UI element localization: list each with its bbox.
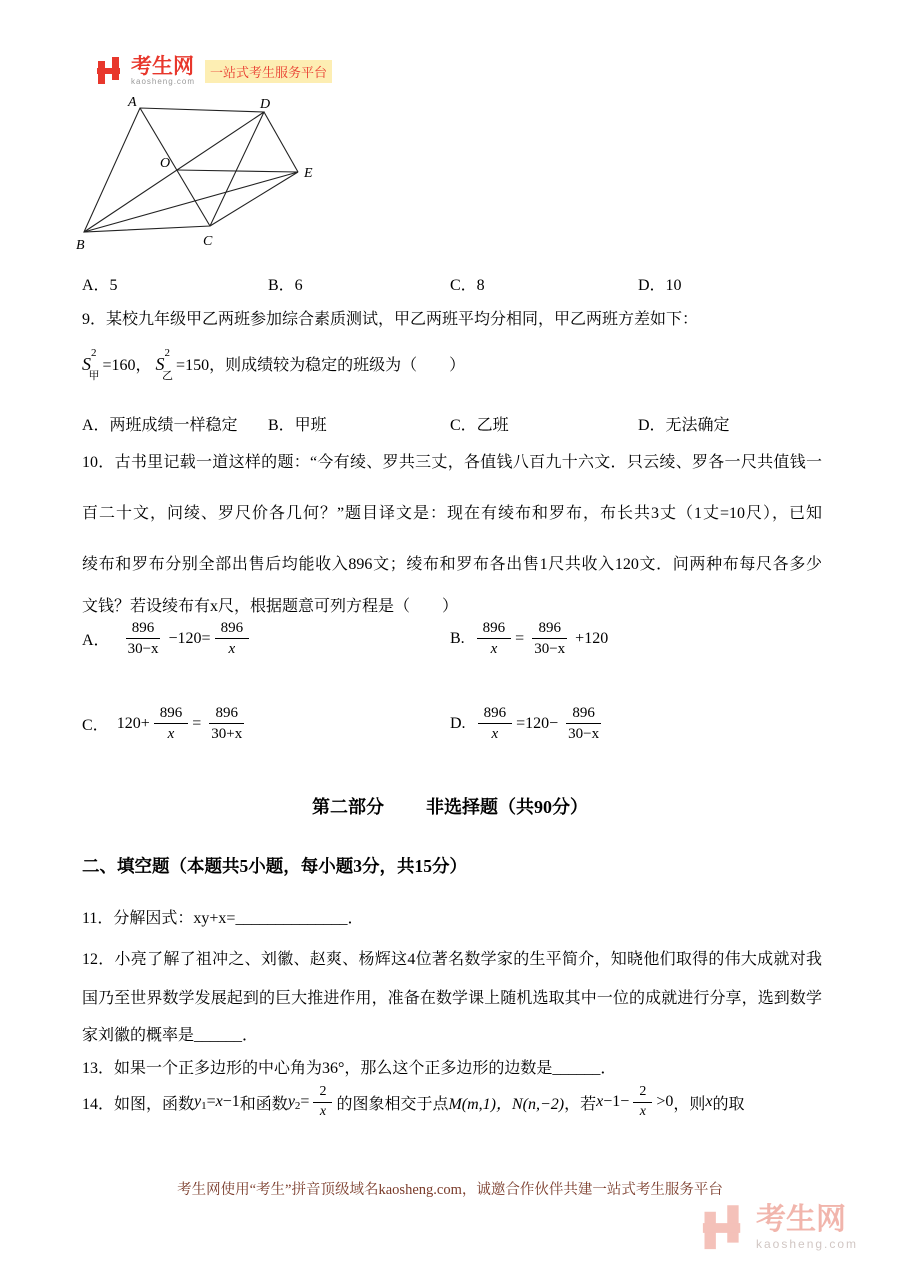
q10-option-d <box>450 703 609 745</box>
q14-part6: 的取 <box>712 1095 745 1113</box>
q14-x-var: x <box>705 1093 713 1111</box>
variance1-symbol: S <box>82 354 91 374</box>
fraction-denominator: x <box>490 641 498 658</box>
fraction <box>478 703 513 745</box>
fraction-denominator: 30−x <box>568 726 600 743</box>
q11-text: 11．分解因式：xy+x= <box>82 910 236 927</box>
segment-OE <box>177 170 298 172</box>
watermark-brand: 考生网 <box>756 1203 846 1236</box>
fraction <box>477 618 512 660</box>
equation-middle: = <box>515 629 525 647</box>
fraction <box>122 618 165 660</box>
q14-stem <box>82 1083 744 1122</box>
variance2-symbol: S <box>155 354 165 374</box>
q9-stem: 9．某校九年级甲乙两班参加综合素质测试，甲乙两班平均分相同，甲乙两班方差如下： <box>82 311 699 328</box>
q9-option-b: B．甲班 <box>268 417 327 434</box>
q9-option-c: C．乙班 <box>450 417 509 434</box>
q14-y1-equals: = <box>206 1093 216 1111</box>
watermark-logo-icon <box>700 1202 748 1254</box>
figure-label-O: O <box>160 156 171 171</box>
fraction-denominator: x <box>491 726 499 743</box>
q11-stem <box>82 905 363 928</box>
kaosheng-logo <box>95 55 332 87</box>
equation-pre: 120+ <box>116 714 150 732</box>
q14-points: M(m,1)，N(n,−2) <box>448 1095 565 1113</box>
fraction-numerator: 896 <box>566 703 601 724</box>
q14-expr-rest: −1− <box>603 1093 630 1111</box>
fraction <box>215 618 250 660</box>
q14-y2-subscript: 2 <box>294 1100 301 1113</box>
option-d-label: D. <box>450 714 466 732</box>
watermark-domain: kaosheng.com <box>756 1237 859 1251</box>
q10-option-b <box>450 618 608 660</box>
fraction <box>313 1083 332 1122</box>
figure-label-C: C <box>203 234 213 249</box>
q11-period: ． <box>347 910 364 927</box>
section2-name: 非选择题（共90分） <box>426 797 588 817</box>
diagonal-AC <box>140 108 210 226</box>
equation-middle: = <box>192 714 202 732</box>
q10-line2: 百二十文，问绫、罗尺价各几何？”题目译文是：现在有绫布和罗布，布长共3丈（1丈=10尺），已知 <box>82 505 822 522</box>
kaosheng-watermark <box>700 1202 858 1254</box>
figure-label-D: D <box>260 97 271 112</box>
q14-y2-equals: = <box>300 1093 310 1111</box>
q14-expr-x: x <box>596 1093 604 1111</box>
variance1-value: =160 <box>102 357 136 374</box>
option-a-label: A． <box>82 632 110 650</box>
segment-BE <box>84 172 298 232</box>
watermark-text <box>756 1205 858 1251</box>
q9-option-d: D．无法确定 <box>638 417 730 434</box>
q13-stem: 13．如果一个正多边形的中心角为36°，那么这个正多边形的边数是______． <box>82 1060 617 1077</box>
q10-line1: 10．古书里记载一道这样的题：“今有绫、罗共三丈，各值钱八百九十六文．只云绫、罗各一尺共值钱一 <box>82 454 822 471</box>
segment-DE <box>264 112 298 172</box>
q14-y1-subscript: 1 <box>201 1100 207 1113</box>
option-c-label: C． <box>82 717 109 735</box>
q14-part2: 和函数 <box>239 1095 288 1113</box>
logo-brand: 考生网 <box>131 54 194 78</box>
fraction-numerator: 2 <box>313 1083 332 1103</box>
q12-line2: 国乃至世界数学发展起到的巨大推进作用，准备在数学课上随机选取其中一位的成就进行分享，选到数学 <box>82 990 822 1007</box>
fraction-denominator: x <box>228 641 236 658</box>
q10-line3: 绫布和罗布分别全部出售后均能收入896文；绫布和罗布各出售1尺共收入120文．问两种布每尺各多少 <box>82 556 822 573</box>
fraction-denominator: 30−x <box>127 641 159 658</box>
q9-variance-formula <box>82 346 466 383</box>
logo-domain-text: kaosheng.com <box>131 76 196 86</box>
q14-part5: ，则 <box>673 1095 706 1113</box>
q8-option-d: D．10 <box>638 277 682 294</box>
q10-line4: 文钱？若设绫布有x尺，根据题意可列方程是（ ） <box>82 598 459 615</box>
fraction-numerator: 896 <box>126 618 161 639</box>
fraction <box>528 618 571 660</box>
geometry-figure <box>76 96 326 261</box>
equation-tail: +120 <box>575 629 609 647</box>
figure-label-A: A <box>128 96 137 110</box>
q8-option-a: A．5 <box>82 277 118 294</box>
q8-option-b: B．6 <box>268 277 303 294</box>
q14-y2-symbol: y <box>287 1093 295 1111</box>
footer-slogan: 考生网使用“考生”拼音顶级域名kaosheng.com，诚邀合作伙伴共建一站式考生服务平台 <box>177 1182 723 1198</box>
fraction-numerator: 896 <box>209 703 244 724</box>
fraction-denominator: x <box>167 726 175 743</box>
q9-options-row <box>82 412 822 435</box>
q12-line1: 12．小亮了解了祖冲之、刘徽、赵爽、杨辉这4位著名数学家的生平简介，知晓他们取得的伟大成就对我 <box>82 951 822 968</box>
section2-title <box>0 793 900 819</box>
kaosheng-logo-icon <box>95 55 125 87</box>
variance2-value: =150 <box>176 357 210 374</box>
q14-y1-const: −1 <box>222 1093 240 1111</box>
variance1-sub: 甲 <box>88 370 100 383</box>
fraction <box>562 703 605 745</box>
q10-option-c <box>82 703 252 745</box>
q10-option-a <box>82 618 253 660</box>
fraction-numerator: 896 <box>478 703 513 724</box>
q12-line3: 家刘徽的概率是______． <box>82 1027 259 1044</box>
q14-part1: 14．如图，函数 <box>82 1095 195 1113</box>
variance2-exp: 2 <box>164 346 171 359</box>
q14-comparison: >0 <box>656 1093 674 1111</box>
q14-y1-symbol: y <box>194 1093 202 1111</box>
q14-part4: ，若 <box>564 1095 597 1113</box>
fraction-denominator: 30−x <box>534 641 566 658</box>
figure-label-B: B <box>76 238 85 253</box>
q9-option-a: A．两班成绩一样稳定 <box>82 417 238 434</box>
fraction-denominator: 30+x <box>211 726 243 743</box>
q14-y1-x: x <box>215 1093 223 1111</box>
formula-separator: ， <box>135 357 152 374</box>
figure-label-E: E <box>304 166 313 181</box>
variance1-exp: 2 <box>91 346 97 359</box>
logo-tagline: 一站式考生服务平台 <box>205 60 332 83</box>
q14-part3: 的图象相交于点 <box>336 1095 449 1113</box>
fraction <box>205 703 248 745</box>
fraction-denominator: x <box>639 1103 646 1119</box>
fraction <box>154 703 189 745</box>
q8-options-row <box>82 272 822 295</box>
section2-part: 第二部分 <box>312 797 384 817</box>
q11-blank: ______________ <box>235 910 348 927</box>
variance2-sub: 乙 <box>162 370 174 383</box>
equation-middle: −120= <box>168 629 211 647</box>
fraction-numerator: 896 <box>532 618 567 639</box>
fraction-numerator: 896 <box>154 703 189 724</box>
q9-tail: ，则成绩较为稳定的班级为（ ） <box>209 357 466 374</box>
fraction-numerator: 896 <box>215 618 250 639</box>
equation-middle: =120− <box>516 714 559 732</box>
logo-text <box>131 56 195 87</box>
fraction <box>633 1083 652 1122</box>
fraction-numerator: 2 <box>633 1083 652 1103</box>
fraction-numerator: 896 <box>477 618 512 639</box>
q8-option-c: C．8 <box>450 277 485 294</box>
fraction-denominator: x <box>319 1103 327 1119</box>
fill-section-header: 二、填空题（本题共5小题，每小题3分，共15分） <box>82 856 467 876</box>
option-b-label: B. <box>450 629 465 647</box>
